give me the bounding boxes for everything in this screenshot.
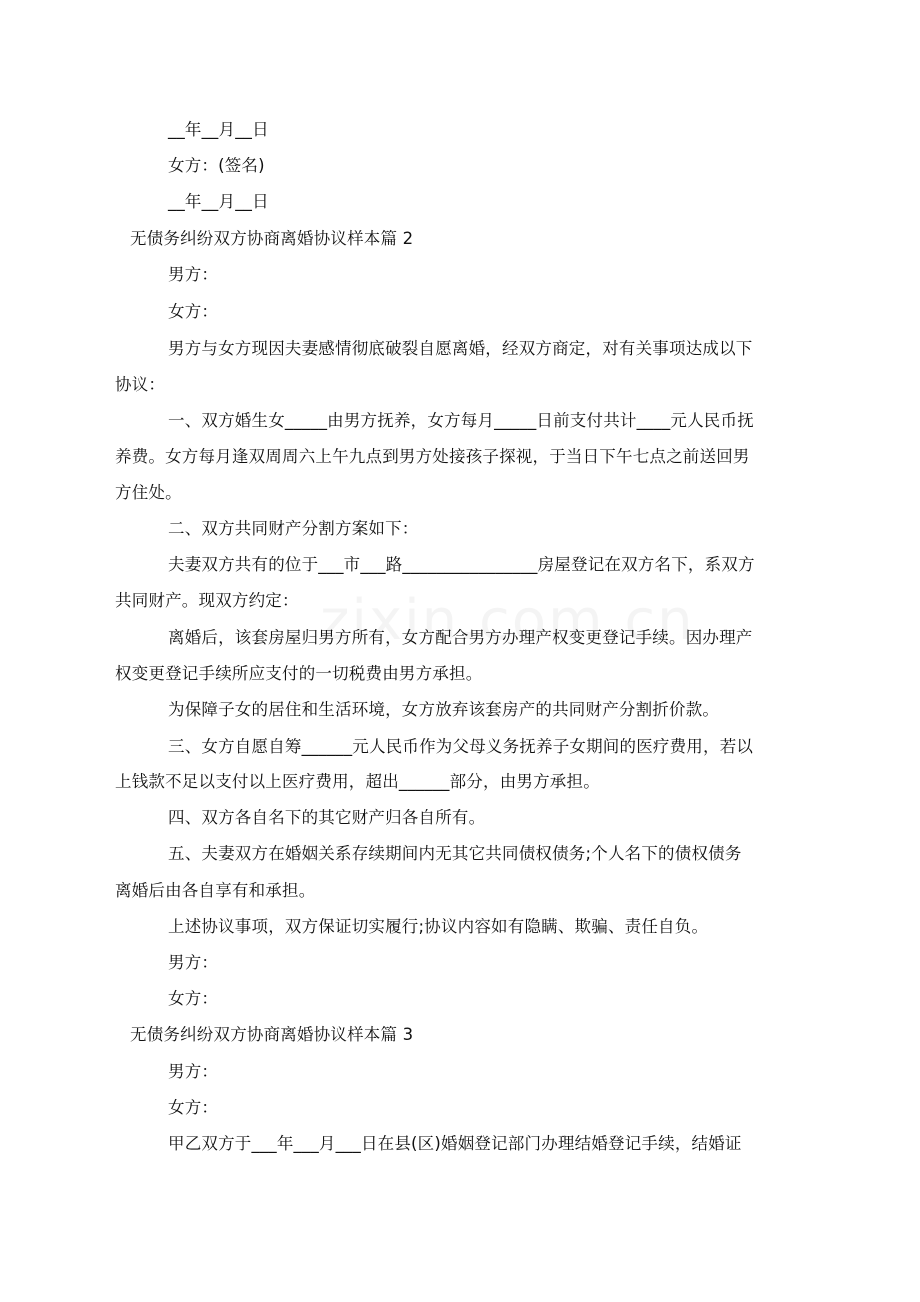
paragraph-line: 养费。女方每月逢双周周六上午九点到男方处接孩子探视，于当日下午七点之前送回男 <box>115 447 750 466</box>
section-heading: 无债务纠纷双方协商离婚协议样本篇 3 <box>130 1025 414 1044</box>
male-party-line: 男方： <box>168 953 219 972</box>
paragraph-line: 男方与女方现因夫妻感情彻底破裂自愿离婚，经双方商定，对有关事项达成以下 <box>168 339 753 358</box>
paragraph-line: 方住处。 <box>115 483 182 502</box>
female-party-line: 女方： <box>168 302 219 321</box>
paragraph-line: 上钱款不足以支付以上医疗费用，超出______部分，由男方承担。 <box>115 772 600 791</box>
paragraph-line: 共同财产。现双方约定： <box>115 591 299 610</box>
paragraph-line: 为保障子女的居住和生活环境，女方放弃该套房产的共同财产分割折价款。 <box>168 700 720 719</box>
paragraph-line: 协议： <box>115 375 166 394</box>
paragraph-line: 四、双方各自名下的其它财产归各自所有。 <box>168 808 486 827</box>
paragraph-line: 二、双方共同财产分割方案如下： <box>168 519 419 538</box>
paragraph-line: 权变更登记手续所应支付的一切税费由男方承担。 <box>115 664 483 683</box>
female-party-line: 女方： <box>168 1098 219 1117</box>
paragraph-line: 离婚后，该套房屋归男方所有，女方配合男方办理产权变更登记手续。因办理产 <box>168 628 753 647</box>
female-signature-line: 女方：(签名) <box>168 156 265 175</box>
paragraph-line: 三、女方自愿自筹______元人民币作为父母义务抚养子女期间的医疗费用，若以 <box>168 737 754 756</box>
female-party-line: 女方： <box>168 989 219 1008</box>
male-party-line: 男方： <box>168 265 219 284</box>
date-line: __年__月__日 <box>168 120 269 139</box>
paragraph-line: 上述协议事项，双方保证切实履行;协议内容如有隐瞒、欺骗、责任自负。 <box>168 917 709 936</box>
date-line: __年__月__日 <box>168 192 269 211</box>
section-heading: 无债务纠纷双方协商离婚协议样本篇 2 <box>130 229 414 248</box>
paragraph-line: 一、双方婚生女_____由男方抚养，女方每月_____日前支付共计____元人民币抚 <box>168 411 754 430</box>
paragraph-line: 五、夫妻双方在婚姻关系存续期间内无其它共同债权债务;个人名下的债权债务 <box>168 844 742 863</box>
paragraph-line: 离婚后由各自享有和承担。 <box>115 881 316 900</box>
paragraph-line: 夫妻双方共有的位于___市___路________________房屋登记在双方名下，系双方 <box>168 555 755 574</box>
male-party-line: 男方： <box>168 1062 219 1081</box>
paragraph-line: 甲乙双方于___年___月___日在县(区)婚姻登记部门办理结婚登记手续，结婚证 <box>168 1134 742 1153</box>
